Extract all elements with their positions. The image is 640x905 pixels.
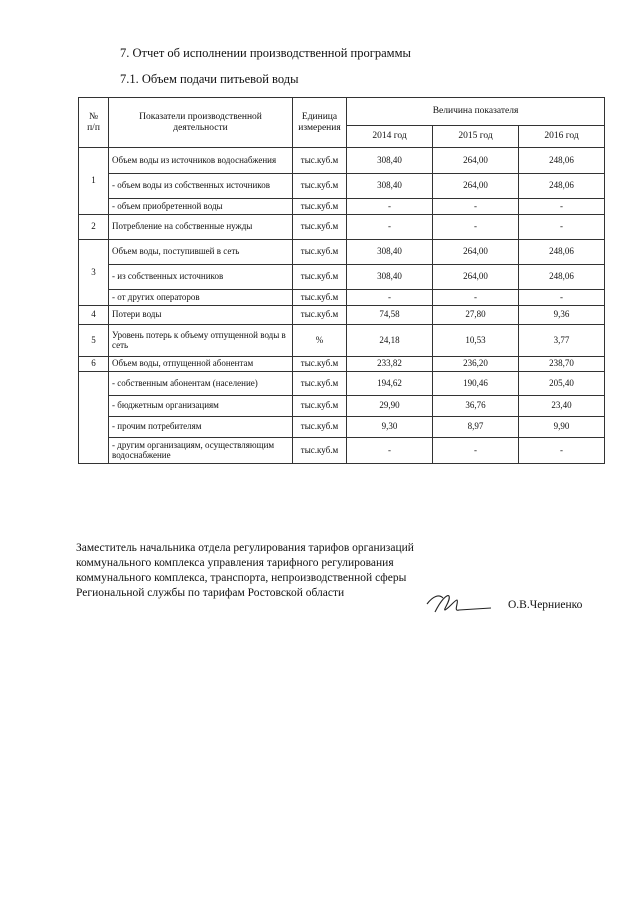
value-cell: 264,00 bbox=[433, 265, 519, 290]
row-number: 4 bbox=[79, 306, 109, 325]
unit-cell: тыс.куб.м bbox=[293, 306, 347, 325]
value-cell: 264,00 bbox=[433, 240, 519, 265]
table-row bbox=[79, 357, 605, 372]
value-cell: 308,40 bbox=[347, 174, 433, 199]
value-cell: - bbox=[433, 199, 519, 215]
table-row bbox=[79, 396, 605, 417]
unit-cell: тыс.куб.м bbox=[293, 290, 347, 306]
value-cell: 36,76 bbox=[433, 396, 519, 417]
header-indicator: Показатели производственной деятельности bbox=[109, 98, 293, 148]
water-supply-table bbox=[78, 97, 605, 464]
indicator-name: Объем воды, отпущенной абонентам bbox=[109, 357, 293, 372]
value-cell: 74,58 bbox=[347, 306, 433, 325]
table-row bbox=[79, 290, 605, 306]
value-cell: 233,82 bbox=[347, 357, 433, 372]
section-title: 7. Отчет об исполнении производственной программы bbox=[120, 46, 411, 60]
value-cell: 9,90 bbox=[519, 417, 605, 438]
unit-cell: тыс.куб.м bbox=[293, 417, 347, 438]
table-row bbox=[79, 306, 605, 325]
table-row bbox=[79, 240, 605, 265]
unit-cell: тыс.куб.м bbox=[293, 438, 347, 464]
header-year: 2014 год bbox=[347, 126, 433, 148]
value-cell: 248,06 bbox=[519, 240, 605, 265]
row-number bbox=[79, 372, 109, 464]
table-row bbox=[79, 148, 605, 174]
indicator-name: Уровень потерь к объему отпущенной воды в сеть bbox=[109, 325, 293, 357]
unit-cell: тыс.куб.м bbox=[293, 215, 347, 240]
header-value-group: Величина показателя bbox=[347, 98, 605, 126]
table-row bbox=[79, 174, 605, 199]
unit-cell: тыс.куб.м bbox=[293, 357, 347, 372]
row-number: 3 bbox=[79, 240, 109, 306]
indicator-name: Потребление на собственные нужды bbox=[109, 215, 293, 240]
unit-cell: тыс.куб.м bbox=[293, 265, 347, 290]
value-cell: 308,40 bbox=[347, 265, 433, 290]
table-row bbox=[79, 372, 605, 396]
header-num bbox=[79, 98, 109, 148]
row-number: 1 bbox=[79, 148, 109, 215]
value-cell: 194,62 bbox=[347, 372, 433, 396]
value-cell: 29,90 bbox=[347, 396, 433, 417]
signatory-position: Заместитель начальника отдела регулирования тарифов организаций коммунального комплекса управления тарифного регулирования коммунального комплекса, транспорта, непроизводственной сферы Региональной службы по тарифам Ростовской области bbox=[76, 542, 414, 599]
unit-cell: тыс.куб.м bbox=[293, 148, 347, 174]
table-row bbox=[79, 199, 605, 215]
value-cell: - bbox=[433, 438, 519, 464]
indicator-name: - объем воды из собственных источников bbox=[109, 174, 293, 199]
table-row bbox=[79, 215, 605, 240]
value-cell: 10,53 bbox=[433, 325, 519, 357]
indicator-name: - собственным абонентам (население) bbox=[109, 372, 293, 396]
table-row bbox=[79, 265, 605, 290]
value-cell: - bbox=[433, 290, 519, 306]
table-body bbox=[79, 148, 605, 464]
indicator-name: - объем приобретенной воды bbox=[109, 199, 293, 215]
indicator-name: - другим организациям, осуществляющим водоснабжение bbox=[109, 438, 293, 464]
value-cell: 248,06 bbox=[519, 148, 605, 174]
row-number: 2 bbox=[79, 215, 109, 240]
signatory-name: О.В.Черниенко bbox=[508, 599, 583, 611]
value-cell: - bbox=[433, 215, 519, 240]
value-cell: 190,46 bbox=[433, 372, 519, 396]
unit-cell: тыс.куб.м bbox=[293, 240, 347, 265]
value-cell: 308,40 bbox=[347, 148, 433, 174]
value-cell: - bbox=[519, 438, 605, 464]
value-cell: 8,97 bbox=[433, 417, 519, 438]
header-year: 2016 год bbox=[519, 126, 605, 148]
value-cell: 24,18 bbox=[347, 325, 433, 357]
indicator-name: Потери воды bbox=[109, 306, 293, 325]
value-cell: - bbox=[347, 290, 433, 306]
value-cell: - bbox=[347, 215, 433, 240]
value-cell: - bbox=[519, 290, 605, 306]
value-cell: 205,40 bbox=[519, 372, 605, 396]
indicator-name: - от других операторов bbox=[109, 290, 293, 306]
subsection-title: 7.1. Объем подачи питьевой воды bbox=[120, 72, 299, 86]
value-cell: 236,20 bbox=[433, 357, 519, 372]
row-number: 5 bbox=[79, 325, 109, 357]
table-row bbox=[79, 325, 605, 357]
value-cell: 3,77 bbox=[519, 325, 605, 357]
handwritten-signature bbox=[425, 590, 495, 618]
indicator-name: Объем воды из источников водоснабжения bbox=[109, 148, 293, 174]
value-cell: 264,00 bbox=[433, 148, 519, 174]
value-cell: 248,06 bbox=[519, 174, 605, 199]
indicator-name: - прочим потребителям bbox=[109, 417, 293, 438]
value-cell: 248,06 bbox=[519, 265, 605, 290]
table-row bbox=[79, 438, 605, 464]
unit-cell: тыс.куб.м bbox=[293, 174, 347, 199]
unit-cell: тыс.куб.м bbox=[293, 199, 347, 215]
value-cell: - bbox=[347, 199, 433, 215]
value-cell: - bbox=[347, 438, 433, 464]
value-cell: - bbox=[519, 199, 605, 215]
unit-cell: тыс.куб.м bbox=[293, 372, 347, 396]
value-cell: 9,30 bbox=[347, 417, 433, 438]
header-year: 2015 год bbox=[433, 126, 519, 148]
value-cell: 264,00 bbox=[433, 174, 519, 199]
header-unit: Единица измерения bbox=[293, 98, 347, 148]
indicator-name: - бюджетным организациям bbox=[109, 396, 293, 417]
indicator-name: - из собственных источников bbox=[109, 265, 293, 290]
value-cell: - bbox=[519, 215, 605, 240]
value-cell: 27,80 bbox=[433, 306, 519, 325]
indicator-name: Объем воды, поступившей в сеть bbox=[109, 240, 293, 265]
value-cell: 9,36 bbox=[519, 306, 605, 325]
unit-cell: % bbox=[293, 325, 347, 357]
unit-cell: тыс.куб.м bbox=[293, 396, 347, 417]
value-cell: 308,40 bbox=[347, 240, 433, 265]
value-cell: 238,70 bbox=[519, 357, 605, 372]
table-row bbox=[79, 417, 605, 438]
header-num-label: № п/п bbox=[87, 112, 100, 133]
row-number: 6 bbox=[79, 357, 109, 372]
value-cell: 23,40 bbox=[519, 396, 605, 417]
